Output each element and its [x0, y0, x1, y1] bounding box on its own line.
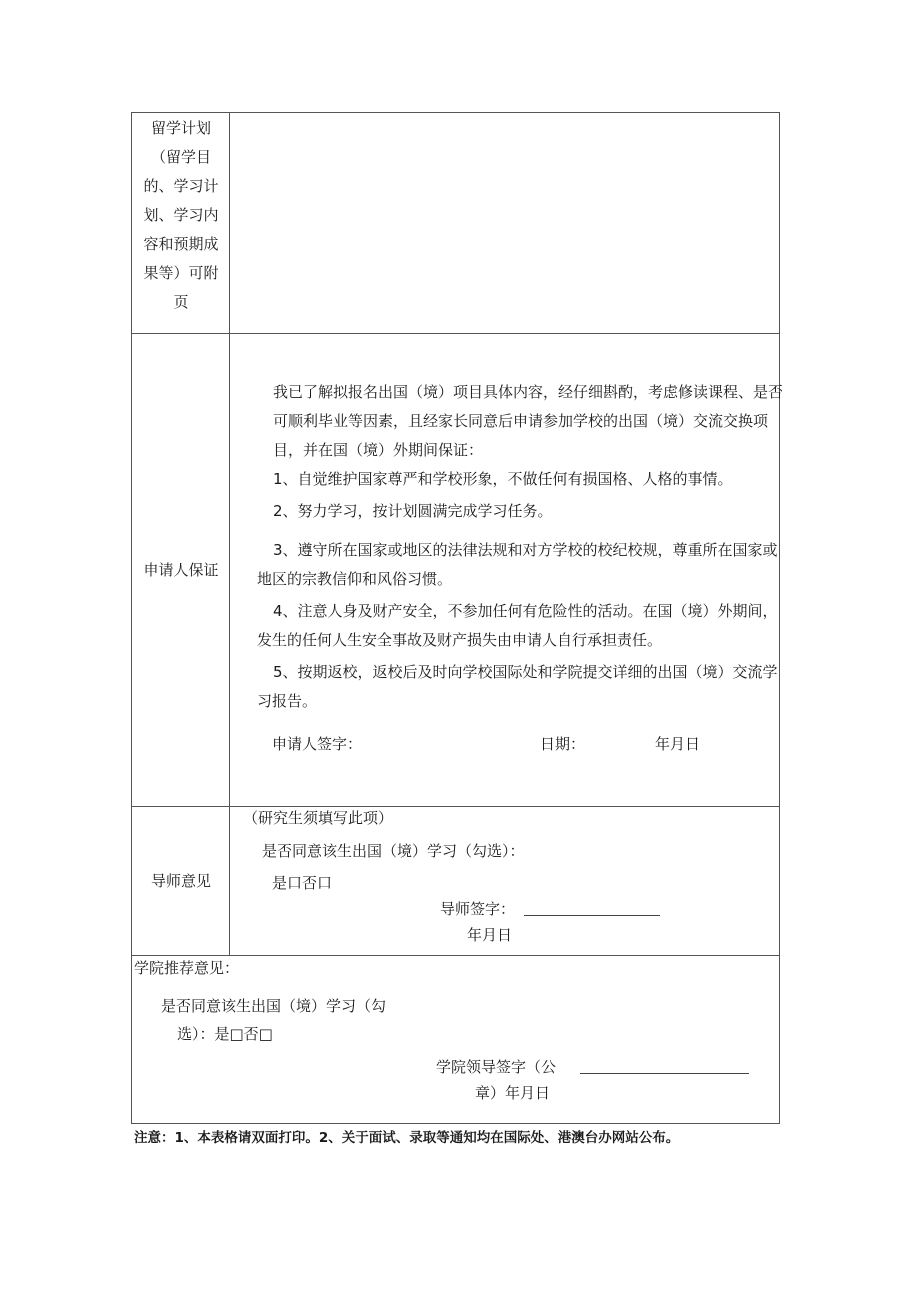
applicant-signature-label: 申请人签字： — [272, 735, 363, 753]
college-signature-line[interactable] — [580, 1073, 749, 1074]
study-plan-label-line: 的、学习计 — [143, 177, 219, 195]
guarantee-item-4: 4、注意人身及财产安全，不参加任何有危险性的活动。在国（境）外期间，发生的任何人生安全事故及财产损失由申请人自行承担责任。 — [257, 602, 778, 649]
advisor-question: 是否同意该生出国（境）学习（勾选）： — [262, 842, 525, 860]
guarantee-item-2: 2、努力学习，按计划圆满完成学习任务。 — [273, 502, 553, 520]
college-options-checkbox[interactable]: 选）：是□否□ — [177, 1025, 273, 1043]
advisor-date-value: 年月日 — [467, 926, 513, 944]
study-plan-label-line: 页 — [173, 293, 189, 311]
college-recommendation-heading: 学院推荐意见： — [134, 959, 240, 977]
guarantee-items — [257, 465, 781, 716]
guarantee-item-5: 5、按期返校，返校后及时向学校国际处和学院提交详细的出国（境）交流学习报告。 — [257, 663, 778, 710]
footer-note: 注意：1、本表格请双面打印。2、关于面试、录取等通知均在国际处、港澳台办网站公布。 — [134, 1130, 680, 1146]
study-plan-label-line: 容和预期成 — [143, 235, 219, 253]
study-plan-label-line: 划、学习内 — [143, 206, 219, 224]
college-signature-label: 学院领导签字（公 — [436, 1058, 557, 1076]
applicant-signature-field[interactable] — [372, 730, 522, 756]
advisor-opinion-label: 导师意见 — [150, 872, 211, 890]
college-signature-date: 章）年月日 — [475, 1084, 551, 1102]
date-label: 日期： — [540, 735, 586, 753]
date-value: 年月日 — [655, 735, 701, 753]
advisor-options-checkbox[interactable]: 是口否口 — [272, 874, 333, 892]
study-plan-content-field[interactable] — [232, 115, 777, 330]
study-plan-label-line: 果等）可附 — [143, 264, 219, 282]
study-plan-label-line: 留学计划 — [150, 119, 211, 137]
advisor-note: （研究生须填写此项） — [243, 809, 394, 827]
guarantee-item-1: 1、自觉维护国家尊严和学校形象，不做任何有损国格、人格的事情。 — [273, 470, 733, 488]
guarantee-text — [257, 378, 783, 465]
college-question-line-1: 是否同意该生出国（境）学习（勾 — [161, 997, 387, 1015]
study-plan-label-line: （留学目 — [150, 148, 211, 166]
advisor-signature-line[interactable] — [524, 915, 660, 916]
guarantee-intro — [257, 378, 783, 465]
guarantee-intro-text: 我已了解拟报名出国（境）项目具体内容，经仔细斟酌，考虑修读课程、是否可顺利毕业等因素，且经家长同意后申请参加学校的出国（境）交流交换项目，并在国（境）外期间保证： — [273, 383, 784, 459]
advisor-signature-label: 导师签字： — [440, 900, 516, 918]
applicant-guarantee-label: 申请人保证 — [143, 561, 219, 579]
guarantee-item-3: 3、遵守所在国家或地区的法律法规和对方学校的校纪校规，尊重所在国家或地区的宗教信仰和风俗习惯。 — [257, 541, 778, 588]
column-divider — [229, 112, 230, 956]
study-plan-label — [133, 114, 229, 317]
